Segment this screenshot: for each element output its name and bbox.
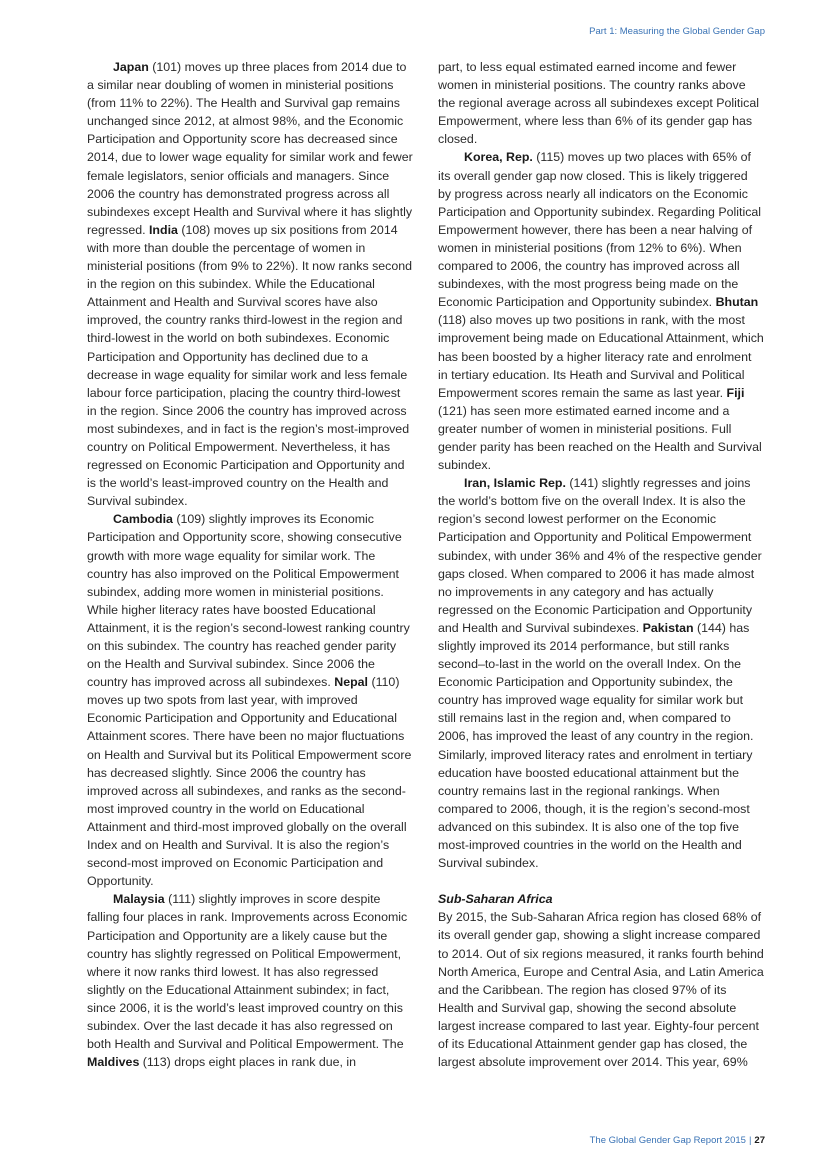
body-paragraph bbox=[87, 58, 413, 510]
paragraph-text: (121) has seen more estimated earned income and a greater number of women in ministerial positions. Full gender parity has been reached on the Health and Survival subindex. bbox=[438, 403, 762, 473]
paragraph-text: part, to less equal estimated earned income and fewer women in ministerial positions. The country ranks above the regional average across all subindexes except Political Empowerment, where less than 6% of its gender gap has closed. bbox=[438, 60, 759, 147]
left-column bbox=[87, 58, 413, 1071]
country-name: Japan bbox=[113, 60, 149, 74]
section-paragraph: By 2015, the Sub-Saharan Africa region has closed 68% of its overall gender gap, showing a slight increase compared to 2014. Out of six regions measured, it ranks fourth behind North America, Europe and Central Asia, and Latin America and the Caribbean. The region has closed 97% of its Health and Survival gap, showing the second absolute largest increase compared to last year. Eighty-four percent of its Educational Attainment gender gap has closed, the largest absolute improvement over 2014. This year, 69% bbox=[438, 910, 764, 1070]
body-paragraph bbox=[438, 474, 764, 872]
paragraph-text: (115) moves up two places with 65% of its overall gender gap now closed. This is likely triggered by progress across nearly all indicators on the Economic Participation and Opportunity subindex. Regarding Political Empowerment however, there has been a near halving of women in ministerial positions (from 12% to 6%). When compared to 2006, the country has improved across all subindexes, with the most progress being made on the Economic Participation and Opportunity subindex. bbox=[438, 150, 762, 310]
paragraph-text: (141) slightly regresses and joins the world’s bottom five on the overall Index. It is also the region’s second lowest performer on the Economic Participation and Opportunity and Political Empowerment subindex, with under 36% and 4% of the respective gender gaps closed. When compared to 2006 it has made almost no improvements in any category and has actually regressed on the Economic Participation and Opportunity and Health and Survival subindexes. bbox=[438, 476, 762, 635]
paragraph-text: (108) moves up six positions from 2014 with more than double the percentage of women in ministerial positions (from 9% to 22%). It now ranks second in the region on this subindex. While the Educational Attainment and Health and Survival scores have also improved, the country ranks third-lowest in the region and third-lowest in the world on both subindexes. Economic Participation and Opportunity has declined due to a decrease in wage equality for similar work and less female labour force participation, placing the country third-lowest in the region. Since 2006 the country has improved across most subindexes, and in fact is the region’s most-improved country on Political Empowerment. Nevertheless, it has regressed on Economic Participation and Opportunity and is the world’s least-improved country on the Health and Survival subindex. bbox=[87, 222, 413, 509]
running-footer bbox=[590, 1135, 765, 1146]
country-name: Cambodia bbox=[113, 512, 173, 527]
country-name: India bbox=[148, 222, 178, 237]
country-name: Iran, Islamic Rep. bbox=[464, 476, 566, 491]
paragraph-text: (113) drops eight places in rank due, in bbox=[139, 1055, 357, 1070]
right-column-paragraphs bbox=[438, 58, 764, 872]
footer-separator: | bbox=[748, 1135, 752, 1146]
country-name: Fiji bbox=[726, 385, 745, 400]
body-paragraph bbox=[87, 890, 413, 1071]
country-name: Nepal bbox=[334, 675, 368, 690]
body-paragraph bbox=[438, 148, 764, 474]
right-column bbox=[438, 58, 764, 1071]
paragraph-text: (101) moves up three places from 2014 due to a similar near doubling of women in ministerial positions (from 11% to 22%). The Health and Survival gap remains unchanged since 2012, at almost 98%, and the Economic Participation and Opportunity score has decreased since 2014, due to lower wage equality for similar work and fewer female legislators, senior officials and managers. Since 2006 the country has demonstrated progress across all subindexes except Health and Survival where it has slightly regressed. bbox=[87, 60, 413, 237]
running-header: Part 1: Measuring the Global Gender Gap bbox=[589, 26, 765, 37]
body-paragraph bbox=[438, 58, 764, 148]
country-name: Bhutan bbox=[715, 295, 759, 310]
country-name: Malaysia bbox=[113, 892, 165, 907]
paragraph-text: (118) also moves up two positions in rank, with the most improvement being made on Educational Attainment, which has been boosted by a higher literacy rate and enrolment in tertiary education. Its Heath and Survival and Political Empowerment scores remain the same as last year. bbox=[438, 313, 764, 400]
country-name: Maldives bbox=[87, 1055, 140, 1070]
paragraph-text: (111) slightly improves in score despite falling four places in rank. Improvements across Economic Participation and Opportunity are a likely cause but the country has slightly regressed on Political Empowerment, where it now ranks third lowest. It has also regressed slightly on the Educational Attainment subindex; in fact, since 2006, it is the world’s least improved country on this subindex. Over the last decade it has also regressed on both Health and Survival and Political Empowerment. The bbox=[87, 892, 408, 1052]
country-name: Korea, Rep. bbox=[464, 150, 533, 165]
body-paragraph bbox=[87, 510, 413, 890]
paragraph-text: (110) moves up two spots from last year, with improved Economic Participation and Opportunity and Educational Attainment scores. There have been no major fluctuations on Health and Survival but its Political Empowerment score has decreased slightly. Since 2006 the country has improved across all subindexes, and ranks as the second-most improved country in the world on Educational Attainment and third-most improved globally on the overall Index and on Health and Survival. It is also the region’s second-most improved on Economic Participation and Opportunity. bbox=[87, 675, 412, 889]
paragraph-text: (144) has slightly improved its 2014 performance, but still ranks second–to-last in the world on the overall Index. On the Economic Participation and Opportunity subindex, the country has improved wage equality for similar work but still remains last in the region and, when compared to 2006, has improved the least of any country in the region. Similarly, improved literacy rates and enrolment in tertiary education have boosted educational attainment but the country remains last in the regional rankings. When compared to 2006, though, it is the region’s second-most advanced on this subindex. It is also one of the top five most-improved countries in the world on the Health and Survival subindex. bbox=[438, 620, 754, 871]
section-heading: Sub-Saharan Africa bbox=[438, 892, 553, 907]
page-number: 27 bbox=[754, 1135, 765, 1146]
report-title: The Global Gender Gap Report 2015 bbox=[589, 1135, 746, 1146]
paragraph-text: (109) slightly improves its Economic Participation and Opportunity score, showing consecutive growth with more wage equality for similar work. The country has also improved on the Political Empowerment subindex, adding more women in ministerial positions. While higher literacy rates have boosted Educational Attainment, it is the region’s second-lowest ranking country on this subindex. The country has reached gender parity on the Health and Survival subindex. Since 2006 the country has improved across all subindexes. bbox=[87, 512, 410, 690]
country-name: Pakistan bbox=[642, 620, 694, 635]
